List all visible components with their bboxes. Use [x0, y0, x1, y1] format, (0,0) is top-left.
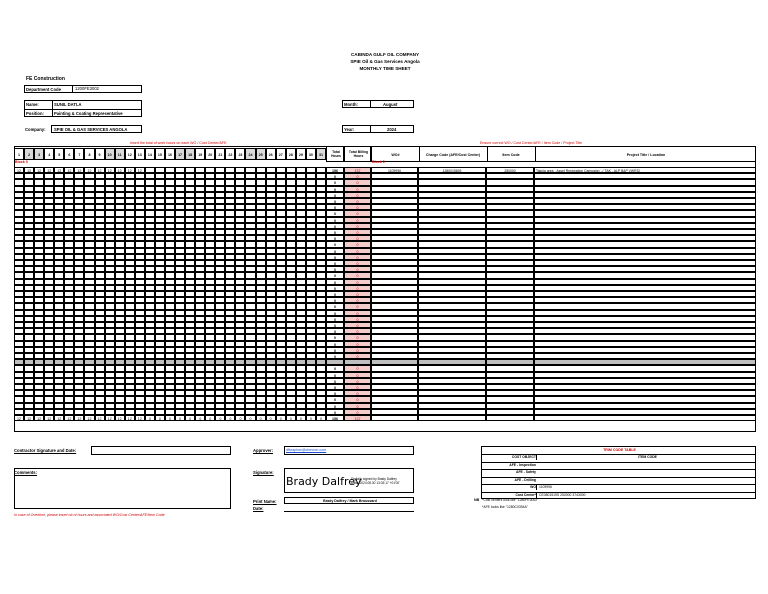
name-label: Name:: [26, 102, 39, 107]
company-value: SPIE OIL & GAS SERVICES ANGOLA: [54, 127, 128, 132]
day-header-cell: 19: [195, 148, 205, 160]
month-value[interactable]: August: [383, 102, 398, 107]
name-value[interactable]: SUNIL DATLA: [54, 102, 82, 107]
day-header-cell: 3: [34, 148, 44, 160]
row-total-hours: 0: [326, 179, 344, 185]
approver-label: Approver:: [253, 448, 274, 453]
day-header-cell: 6: [64, 148, 74, 160]
dept-code-row: [24, 85, 142, 93]
hour-cell[interactable]: 0: [235, 415, 245, 421]
department-heading: FE Construction: [26, 76, 65, 82]
row-total-hours: 0: [326, 279, 344, 285]
row-total-hours: 0: [326, 266, 344, 272]
hour-cell[interactable]: 12: [74, 167, 84, 173]
day-header-cell: 16: [165, 148, 175, 160]
day-header-cell: 5: [54, 148, 64, 160]
block-label-right: Block 0: [372, 160, 385, 164]
charge-code-cell[interactable]: [418, 415, 486, 421]
hour-cell[interactable]: 12: [14, 415, 24, 421]
wo-cell[interactable]: [371, 415, 418, 421]
charge-code-cell[interactable]: 1280015693: [418, 167, 486, 173]
row-total-hours: 0: [326, 297, 344, 303]
day-header-cell: 9: [95, 148, 105, 160]
day-header-cell: 14: [145, 148, 155, 160]
row-total-hours: 0: [326, 217, 344, 223]
company-title: CABINDA GULF OIL COMPANY: [350, 52, 420, 57]
day-header-cell: 23: [235, 148, 245, 160]
row-billing-hours: 0: [344, 235, 371, 241]
day-header-cell: 13: [135, 148, 145, 160]
row-billing-hours: 0: [344, 210, 371, 216]
trim-table-title: TRIM CODE TABLE: [603, 448, 636, 452]
day-header-cell: 17: [175, 148, 185, 160]
row-billing-hours: 0: [344, 291, 371, 297]
company-field[interactable]: [51, 125, 142, 133]
row-billing-hours: 0: [344, 173, 371, 179]
row-total-hours: 0: [326, 334, 344, 340]
signature-note-1: Digitally signed by Brady Dalfrey: [351, 477, 397, 481]
trim-key: WO: [482, 484, 536, 490]
row-billing-hours: 0: [344, 322, 371, 328]
nb-note-1: *Cost centers look like "1280FE3002": [482, 498, 539, 502]
hour-cell[interactable]: 12: [84, 167, 94, 173]
row-total-hours: 0: [326, 229, 344, 235]
company-label: Company:: [25, 127, 46, 132]
row-total-hours: 0: [326, 341, 344, 347]
day-header-cell: 7: [74, 148, 84, 160]
hour-cell[interactable]: 12: [125, 415, 135, 421]
row-billing-hours: 0: [344, 223, 371, 229]
row-billing-hours: 0: [344, 372, 371, 378]
row-billing-hours: 0: [344, 241, 371, 247]
day-header-cell: 12: [125, 148, 135, 160]
hour-cell[interactable]: 0: [316, 415, 326, 421]
trim-value: [536, 469, 756, 470]
hour-cell[interactable]: 12: [95, 167, 105, 173]
day-header-cell: 28: [286, 148, 296, 160]
hour-cell[interactable]: 0: [215, 415, 225, 421]
nb-note-2: *AFE looks like "1280C0394A": [482, 505, 528, 509]
row-total-hours: 0: [326, 322, 344, 328]
hour-cell[interactable]: 12: [54, 415, 64, 421]
hour-cell[interactable]: 0: [165, 415, 175, 421]
row-total-hours: 0: [326, 303, 344, 309]
row-billing-hours: 0: [344, 365, 371, 371]
hour-cell[interactable]: 0: [266, 415, 276, 421]
signature-box[interactable]: [284, 468, 414, 493]
dept-code-field[interactable]: [72, 85, 143, 93]
date-line[interactable]: [284, 511, 414, 512]
day-header-cell: 27: [276, 148, 286, 160]
row-total-hours: 0: [326, 198, 344, 204]
row-total-hours: 0: [326, 365, 344, 371]
hour-cell[interactable]: 12: [115, 415, 125, 421]
row-total-hours: 0: [326, 328, 344, 334]
row-billing-hours: 0: [344, 192, 371, 198]
row-total-hours: 0: [326, 248, 344, 254]
day-header-cell: 1: [14, 148, 24, 160]
day-header-cell: 10: [105, 148, 115, 160]
right-note: Ensure correct WO / Cost Center/AFE / Item Code / Project Title: [480, 141, 583, 145]
row-billing-hours: 0: [344, 285, 371, 291]
row-billing-hours: 0: [344, 353, 371, 359]
row-billing-hours: 0: [344, 409, 371, 415]
hour-cell[interactable]: 0: [205, 415, 215, 421]
row-billing-hours: 137: [344, 415, 371, 421]
dept-code-value: 1200FE3002: [75, 86, 99, 92]
hour-cell[interactable]: 0: [245, 415, 255, 421]
day-header-cell: 31: [316, 148, 326, 160]
approver-email[interactable]: dfbraplom@chevron.com: [286, 448, 327, 452]
row-total-hours: 0: [326, 223, 344, 229]
day-header-cell: 26: [266, 148, 276, 160]
row-total-hours: 0: [326, 378, 344, 384]
total-hours-header: Total Hours: [326, 146, 344, 162]
day-header-cell: 8: [84, 148, 94, 160]
row-billing-hours: 0: [344, 248, 371, 254]
row-total-hours: 0: [326, 186, 344, 192]
hour-cell[interactable]: 0: [296, 415, 306, 421]
row-billing-hours: 0: [344, 217, 371, 223]
row-total-hours: 0: [326, 310, 344, 316]
row-billing-hours: 0: [344, 266, 371, 272]
trim-key: Cost Center*: [482, 492, 536, 498]
signature-label: Signature:: [253, 470, 274, 475]
hour-cell[interactable]: 12: [125, 167, 135, 173]
row-billing-hours: 0: [344, 279, 371, 285]
month-label: Month:: [344, 102, 358, 107]
hour-cell[interactable]: 0: [286, 415, 296, 421]
row-total-hours: 0: [326, 372, 344, 378]
trim-key: AFE - Drilling: [482, 477, 536, 483]
row-billing-hours: 0: [344, 396, 371, 402]
day-header-cell: 29: [296, 148, 306, 160]
hour-cell[interactable]: 12: [34, 415, 44, 421]
row-billing-hours: 0: [344, 316, 371, 322]
hour-cell[interactable]: 0: [276, 415, 286, 421]
hour-cell[interactable]: 12: [64, 415, 74, 421]
row-billing-hours: 0: [344, 186, 371, 192]
item-code-cell[interactable]: [486, 415, 534, 421]
row-total-hours: 156: [326, 415, 344, 421]
title-col-header: Project Title / Location: [626, 153, 666, 157]
row-billing-hours: 0: [344, 341, 371, 347]
row-billing-hours: 0: [344, 310, 371, 316]
trim-value: [536, 477, 756, 478]
hour-cell[interactable]: 12: [64, 167, 74, 173]
trim-key: COST OBJECT: [482, 454, 536, 460]
row-billing-hours: 0: [344, 403, 371, 409]
row-total-hours: 156: [326, 167, 344, 173]
hour-cell[interactable]: 12: [135, 415, 145, 421]
signature-image: Brady Dalfrey: [286, 475, 362, 488]
position-label: Position:: [26, 110, 44, 116]
row-billing-hours: 0: [344, 260, 371, 266]
day-header-cell: 15: [155, 148, 165, 160]
project-title-cell[interactable]: Takula area - Asset Restoration Campaign - ( TAK - ALP B&P VWRS): [534, 167, 756, 173]
hour-cell[interactable]: 12: [44, 415, 54, 421]
year-value[interactable]: 2024: [387, 127, 397, 132]
trim-value: ITEM CODE: [536, 454, 756, 460]
row-total-hours: 0: [326, 235, 344, 241]
day-header-cell: 25: [256, 148, 266, 160]
row-total-hours: 0: [326, 260, 344, 266]
day-header-cell: 24: [245, 148, 255, 160]
nb-label: NB: [474, 498, 480, 502]
hour-cell[interactable]: 0: [175, 415, 185, 421]
row-billing-hours: 0: [344, 198, 371, 204]
row-total-hours: 0: [326, 390, 344, 396]
row-total-hours: 0: [326, 204, 344, 210]
hour-cell[interactable]: 12: [105, 167, 115, 173]
row-total-hours: 0: [326, 210, 344, 216]
day-header-cell: 30: [306, 148, 316, 160]
hour-cell[interactable]: 0: [155, 415, 165, 421]
wo-header-row: [371, 146, 756, 162]
day-header-cell: 20: [205, 148, 215, 160]
dept-code-label: Department Code: [26, 87, 61, 92]
block-label-left: Block 0: [15, 160, 28, 164]
day-header-cell: 2: [24, 148, 34, 160]
trim-value: CE0801519S 250000 3743000: [536, 492, 756, 498]
trim-key: AFE - Inspection: [482, 462, 536, 468]
row-total-hours: 0: [326, 173, 344, 179]
item-code-cell[interactable]: 250000: [486, 167, 534, 173]
hour-cell[interactable]: 12: [115, 167, 125, 173]
item-col-header: Item Code: [502, 153, 520, 157]
name-position-box: [24, 100, 142, 117]
month-row: [342, 100, 414, 108]
hour-cell[interactable]: 12: [24, 167, 34, 173]
row-total-hours: 0: [326, 285, 344, 291]
document-title: MONTHLY TIME SHEET: [359, 66, 411, 71]
approver-field[interactable]: [284, 446, 414, 455]
row-billing-hours: 0: [344, 390, 371, 396]
hour-cell[interactable]: 0: [225, 415, 235, 421]
trim-code-table: [481, 446, 756, 499]
billing-hours-header: Total Billing Hours: [344, 146, 371, 162]
row-total-hours: 0: [326, 353, 344, 359]
row-billing-hours: 0: [344, 328, 371, 334]
wo-col-header: WO#: [391, 153, 400, 157]
left-note: Insert the total of work hours on each WO / Cost Center/AFE: [130, 141, 227, 145]
row-billing-hours: 0: [344, 347, 371, 353]
comments-box[interactable]: [14, 468, 231, 509]
year-row: [342, 125, 414, 133]
row-billing-hours: 0: [344, 229, 371, 235]
hour-cell[interactable]: 12: [74, 415, 84, 421]
hour-cell[interactable]: 12: [54, 167, 64, 173]
row-billing-hours: 0: [344, 179, 371, 185]
trim-value: [536, 462, 756, 463]
position-value[interactable]: Painting & Coating Representative: [54, 110, 123, 116]
hour-cell[interactable]: 12: [14, 167, 24, 173]
row-total-hours: 0: [326, 396, 344, 402]
row-billing-hours: 0: [344, 384, 371, 390]
row-total-hours: 0: [326, 254, 344, 260]
trim-value: 1109996: [536, 484, 756, 490]
print-name-label: Print Name:: [253, 499, 277, 504]
row-billing-hours: 0: [344, 378, 371, 384]
row-billing-hours: 137: [344, 167, 371, 173]
row-total-hours: 0: [326, 272, 344, 278]
project-title-cell[interactable]: [534, 415, 756, 421]
contractor-sig-field[interactable]: [91, 446, 231, 455]
row-total-hours: 0: [326, 316, 344, 322]
date-label: Date:: [253, 506, 264, 511]
row-billing-hours: 0: [344, 204, 371, 210]
charge-col-header: Charge Code (AFE/Cost Center): [425, 153, 481, 157]
hour-cell[interactable]: 0: [195, 415, 205, 421]
day-header-cell: 22: [225, 148, 235, 160]
day-header-cell: 21: [215, 148, 225, 160]
trim-key: AFE - Safety: [482, 469, 536, 475]
row-billing-hours: 0: [344, 254, 371, 260]
print-name-value: Brady Dalfrey / Mark Broussard: [323, 498, 377, 503]
overtime-note: In case of Overtime, please insert nb of hours and associated WO/Cost Center/AFE/Item Code: [14, 513, 165, 517]
print-name-field[interactable]: [284, 497, 414, 504]
hour-cell[interactable]: 0: [185, 415, 195, 421]
row-billing-hours: 0: [344, 297, 371, 303]
year-label: Year:: [344, 127, 355, 132]
hour-cell[interactable]: 0: [145, 415, 155, 421]
row-total-hours: 0: [326, 403, 344, 409]
row-total-hours: 0: [326, 384, 344, 390]
contractor-title: SPIE Oil & Gas Services Angola: [350, 59, 420, 64]
hour-cell[interactable]: 12: [34, 167, 44, 173]
row-total-hours: 0: [326, 291, 344, 297]
hour-cell[interactable]: 0: [256, 415, 266, 421]
comments-label: Comments:: [14, 470, 38, 475]
wo-cell[interactable]: 1109996: [371, 167, 418, 173]
row-total-hours: 0: [326, 347, 344, 353]
day-header-cell: 11: [115, 148, 125, 160]
row-billing-hours: 0: [344, 303, 371, 309]
hour-cell[interactable]: 12: [84, 415, 94, 421]
signature-note-2: Date: 2024.08.30 13:03:17 +01'00': [351, 481, 400, 485]
hour-cell[interactable]: 12: [135, 167, 145, 173]
row-total-hours: 0: [326, 192, 344, 198]
hour-cell[interactable]: 12: [24, 415, 34, 421]
row-total-hours: 0: [326, 241, 344, 247]
contractor-sig-label: Contractor Signature and Date:: [14, 448, 77, 453]
row-billing-hours: 0: [344, 272, 371, 278]
row-billing-hours: 0: [344, 334, 371, 340]
hour-cell[interactable]: 0: [306, 415, 316, 421]
day-header-cell: 18: [185, 148, 195, 160]
day-header-cell: 4: [44, 148, 54, 160]
hour-cell[interactable]: 12: [44, 167, 54, 173]
hour-cell[interactable]: 12: [105, 415, 115, 421]
hour-cell[interactable]: 12: [95, 415, 105, 421]
row-total-hours: 0: [326, 409, 344, 415]
